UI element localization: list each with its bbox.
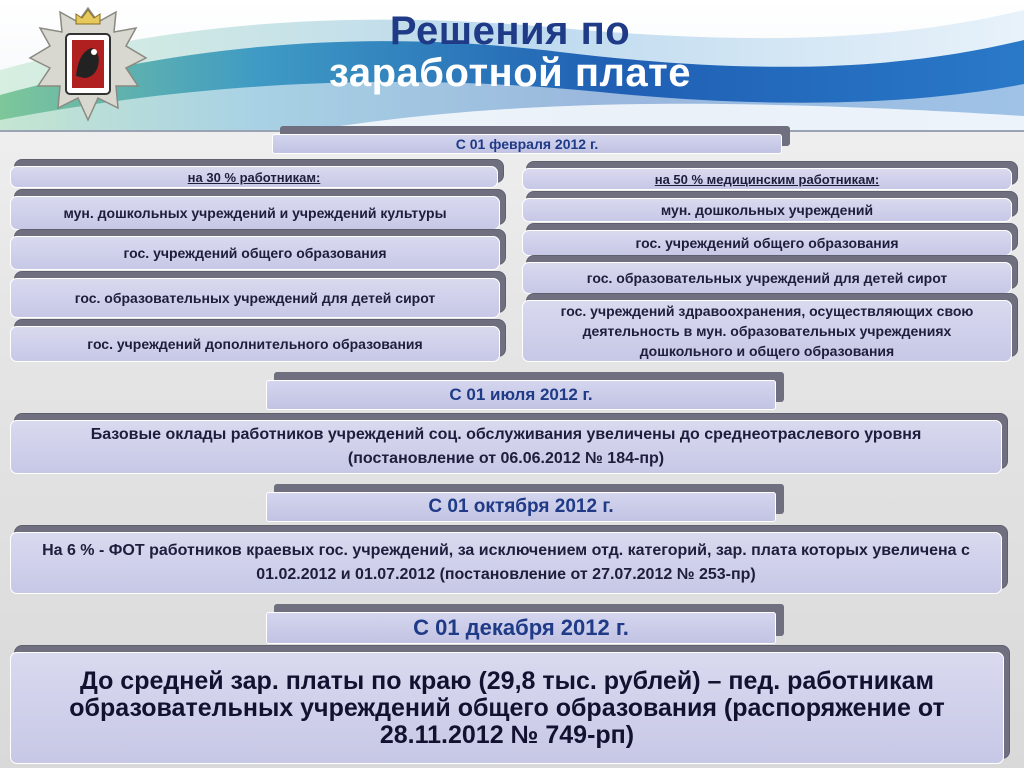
right-header xyxy=(522,168,1012,190)
right-item-label: гос. учреждений общего образования xyxy=(635,234,899,251)
dec-text: До средней зар. платы по краю (29,8 тыс. рублей) – пед. работникам образовательных учреждений общего образования (распоряжение от 28.11.2012 № 749-рп) xyxy=(69,666,945,749)
left-item xyxy=(10,196,500,230)
left-header-label: на 30 % работникам: xyxy=(187,169,321,185)
left-item-label: мун. дошкольных учреждений и учреждений культуры xyxy=(63,204,447,221)
left-item xyxy=(10,326,500,362)
right-item xyxy=(522,198,1012,222)
oct-text-box xyxy=(10,532,1002,594)
date-oct-label: С 01 октября 2012 г. xyxy=(428,496,614,517)
date-dec-label: С 01 декабря 2012 г. xyxy=(413,615,629,640)
right-item-label: гос. образовательных учреждений для детей сирот xyxy=(586,269,948,286)
right-item xyxy=(522,300,1012,362)
date-oct xyxy=(266,492,776,522)
date-jul-label: С 01 июля 2012 г. xyxy=(449,385,593,404)
oct-text: На 6 % - ФОТ работников краевых гос. учреждений, за исключением отд. категорий, зар. плата которых увеличена с 01.02.2012 и 01.07.2012 (постановление от 27.07.2012 № 253-пр) xyxy=(42,542,970,583)
header-divider xyxy=(0,130,1024,132)
left-item xyxy=(10,278,500,318)
date-feb xyxy=(272,134,782,154)
page-title-line2: заработной плате xyxy=(329,51,691,95)
jul-text: Базовые оклады работников учреждений соц. обслуживания увеличены до среднеотраслевого уровня (постановление от 06.06.2012 № 184-пр) xyxy=(90,426,922,467)
right-item xyxy=(522,230,1012,256)
left-item xyxy=(10,236,500,270)
date-jul xyxy=(266,380,776,410)
coat-of-arms-icon xyxy=(28,6,148,124)
header xyxy=(0,0,1024,132)
page-title xyxy=(300,10,720,94)
right-item-label: мун. дошкольных учреждений xyxy=(660,201,874,218)
jul-text-box xyxy=(10,420,1002,474)
right-header-label: на 50 % медицинским работникам: xyxy=(654,171,880,187)
date-dec xyxy=(266,612,776,644)
left-header xyxy=(10,166,498,188)
dec-text-box xyxy=(10,652,1004,764)
page-title-line1: Решения по xyxy=(389,9,631,53)
date-feb-label: С 01 февраля 2012 г. xyxy=(455,136,599,152)
left-item-label: гос. учреждений общего образования xyxy=(123,244,387,261)
left-item-label: гос. образовательных учреждений для детей сирот xyxy=(74,289,436,306)
right-item-label: гос. учреждений здравоохранения, осуществляющих свою деятельность в мун. образовательных учреждениях дошкольного и общего образования xyxy=(560,303,974,359)
right-item xyxy=(522,262,1012,294)
left-item-label: гос. учреждений дополнительного образования xyxy=(87,335,423,352)
